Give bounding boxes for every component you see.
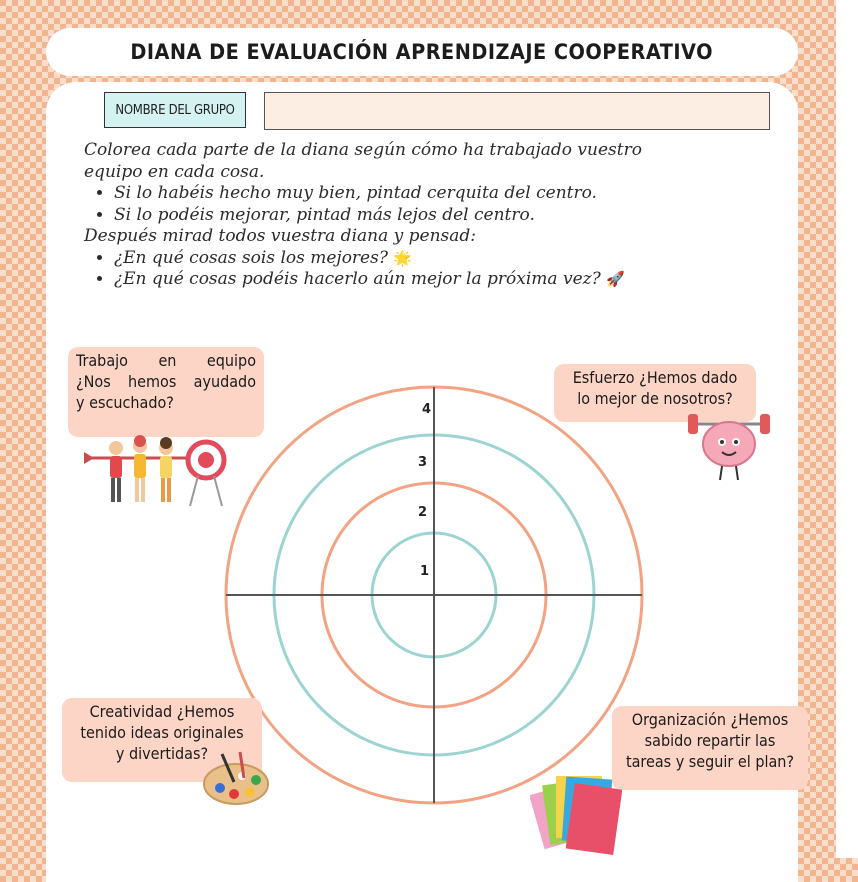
category-teamwork: Trabajo en equipo ¿Nos hemos ayudado y escuchado? (68, 347, 264, 437)
paint-palette-icon (200, 748, 274, 808)
ring-label-2: 2 (418, 505, 428, 520)
question-text: ¿En qué cosas podéis hacerlo aún mejor la próxima vez? (114, 269, 601, 289)
ring-label-1: 1 (420, 564, 430, 579)
ring-label-3: 3 (418, 455, 428, 470)
intro-line-1: Colorea cada parte de la diana según cómo ha trabajado vuestro (84, 140, 642, 160)
colored-folders-icon (530, 768, 622, 858)
ring-label-4: 4 (422, 402, 432, 417)
category-effort: Esfuerzo ¿Hemos dado lo mejor de nosotros? (554, 364, 756, 422)
page-title: DIANA DE EVALUACIÓN APRENDIZAJE COOPERATIVO (130, 40, 714, 64)
category-organization: Organización ¿Hemos sabido repartir las tareas y seguir el plan? (612, 706, 808, 790)
list-item: • Si lo habéis hecho muy bien, pintad cerquita del centro. (114, 183, 796, 205)
reflect-line: Después mirad todos vuestra diana y pensad: (84, 226, 476, 246)
intro-line-2: equipo en cada cosa. (84, 161, 265, 182)
group-name-label: NOMBRE DEL GRUPO (104, 92, 246, 128)
category-creativity: Creatividad ¿Hemos tenido ideas originales y divertidas? (62, 698, 262, 782)
kids-archery-icon (80, 432, 230, 512)
star-icon: 🌟 (393, 248, 413, 267)
question-text: ¿En qué cosas sois los mejores? (114, 247, 388, 268)
list-item: • Si lo podéis mejorar, pintad más lejos del centro. (114, 205, 796, 227)
rocket-icon: 🚀 (606, 270, 625, 288)
brain-dumbbell-icon (686, 410, 772, 484)
